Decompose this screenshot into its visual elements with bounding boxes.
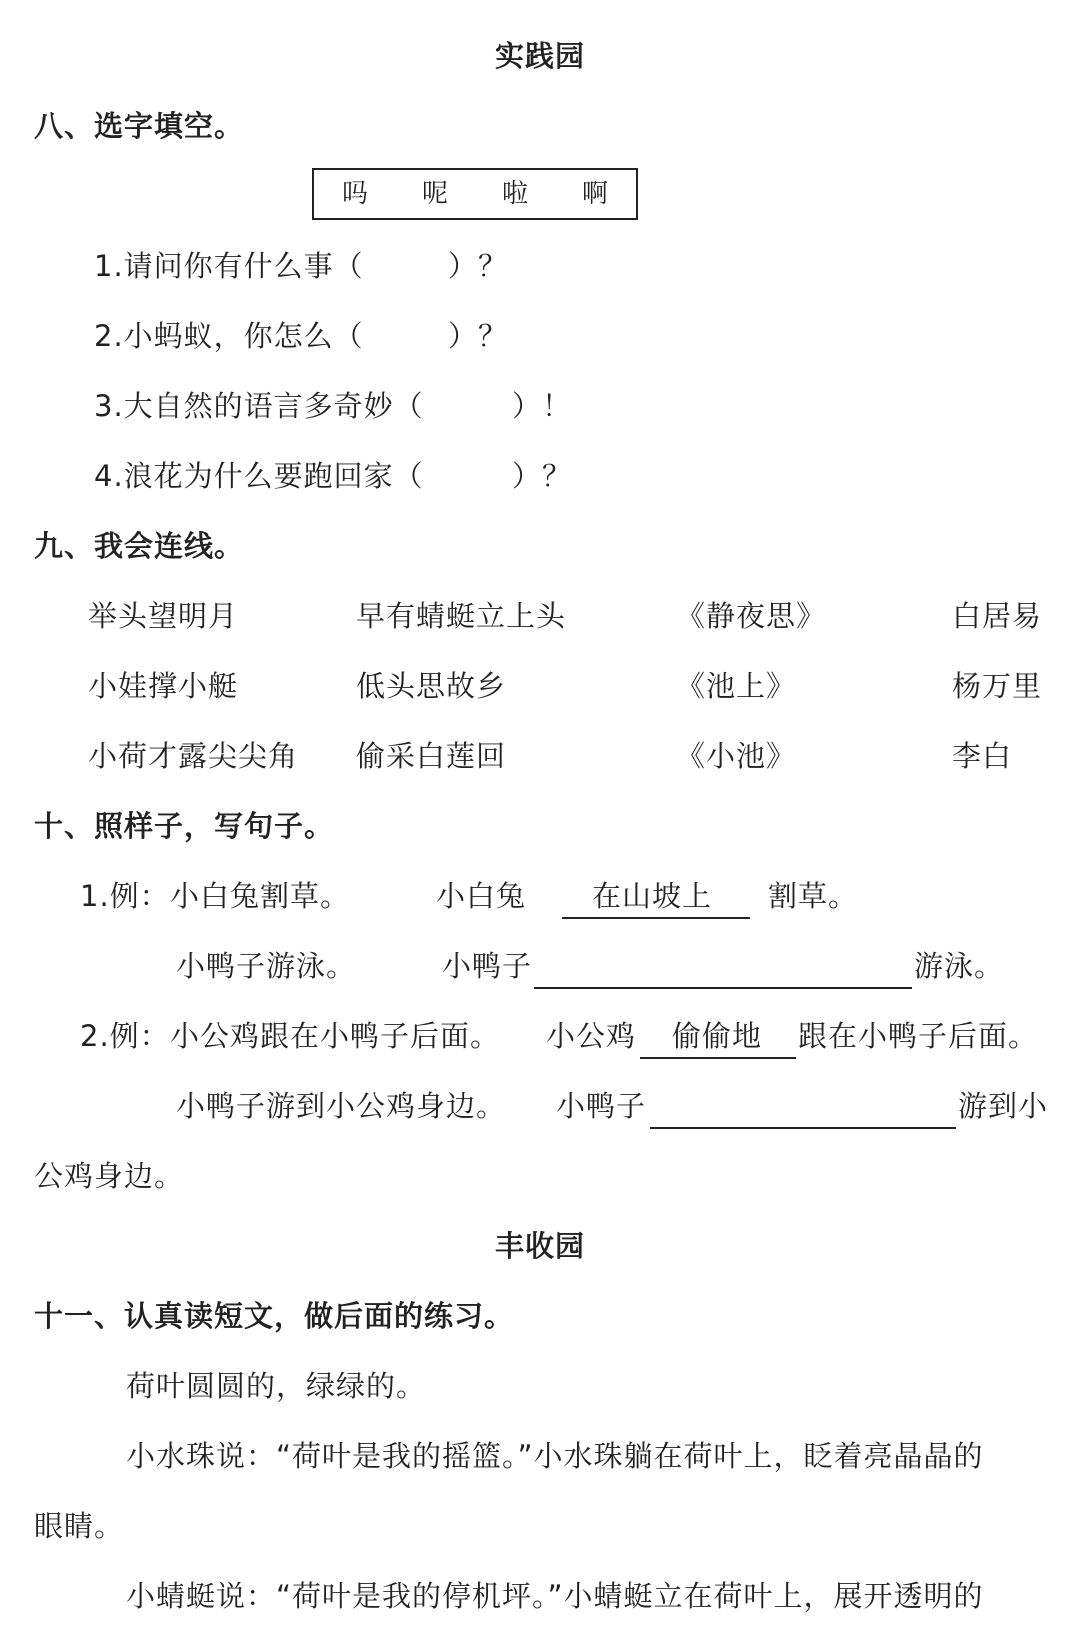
section-title-harvest: 丰收园 (494, 1229, 585, 1263)
word-option: 吗 (342, 179, 369, 209)
poem-line-second: 早有蜻蜓立上头 (356, 599, 567, 633)
example-2-underline (640, 1057, 796, 1059)
passage-paragraph-2-line-2: 眼睛。 (34, 1509, 125, 1543)
task-2-subject: 小鸭子 (556, 1089, 647, 1123)
poem-line-first: 小娃撑小艇 (88, 669, 239, 703)
question-9-heading: 九、我会连线。 (34, 529, 245, 563)
example-2-label: 2.例： (80, 1019, 170, 1053)
poem-title: 《池上》 (676, 669, 797, 703)
example-2-subject: 小公鸡 (546, 1019, 637, 1053)
word-choice-box (312, 168, 638, 220)
passage-paragraph-2-line-1: 小水珠说：“荷叶是我的摇篮。”小水珠躺在荷叶上，眨着亮晶晶的 (126, 1439, 984, 1473)
question-8-item-4: 4.浪花为什么要跑回家（ (94, 459, 424, 493)
example-1-tail: 割草。 (768, 879, 859, 913)
word-option: 啦 (502, 179, 529, 209)
question-11-heading: 十一、认真读短文，做后面的练习。 (34, 1299, 515, 1333)
task-2-answer-blank[interactable] (650, 1127, 956, 1129)
passage-paragraph-3-line-1: 小蜻蜓说：“荷叶是我的停机坪。”小蜻蜓立在荷叶上，展开透明的 (126, 1579, 984, 1613)
example-2-sentence: 小公鸡跟在小鸭子后面。 (170, 1019, 501, 1053)
example-1-fill: 在山坡上 (592, 879, 713, 913)
question-8-item-4-end: ）？ (512, 459, 573, 493)
question-8-item-3-end: ）！ (512, 389, 573, 423)
task-2-tail: 游到小 (958, 1089, 1049, 1123)
passage-paragraph-1: 荷叶圆圆的，绿绿的。 (126, 1369, 427, 1403)
question-8-item-1: 1.请问你有什么事（ (94, 249, 364, 283)
poem-author: 李白 (952, 739, 1013, 773)
task-2-sentence: 小鸭子游到小公鸡身边。 (176, 1089, 507, 1123)
question-8-item-2-end: ）？ (448, 319, 509, 353)
poem-author: 杨万里 (952, 669, 1043, 703)
example-1-sentence: 小白兔割草。 (170, 879, 351, 913)
poem-line-second: 低头思故乡 (356, 669, 507, 703)
poem-line-first: 举头望明月 (88, 599, 239, 633)
task-1-answer-blank[interactable] (534, 987, 912, 989)
question-8-heading: 八、选字填空。 (34, 109, 245, 143)
example-1-label: 1.例： (80, 879, 170, 913)
poem-author: 白居易 (952, 599, 1043, 633)
task-1-sentence: 小鸭子游泳。 (176, 949, 357, 983)
task-2-tail-wrap: 公鸡身边。 (34, 1159, 185, 1193)
task-1-tail: 游泳。 (914, 949, 1005, 983)
question-8-item-1-end: ）？ (448, 249, 509, 283)
section-title-practice: 实践园 (494, 39, 585, 73)
poem-line-second: 偷采白莲回 (356, 739, 507, 773)
task-1-subject: 小鸭子 (442, 949, 533, 983)
example-2-tail: 跟在小鸭子后面。 (798, 1019, 1039, 1053)
word-option: 啊 (582, 179, 609, 209)
word-option: 呢 (422, 179, 449, 209)
question-8-item-3: 3.大自然的语言多奇妙（ (94, 389, 424, 423)
poem-line-first: 小荷才露尖尖角 (88, 739, 299, 773)
example-1-underline (562, 917, 750, 919)
poem-title: 《静夜思》 (676, 599, 827, 633)
question-10-heading: 十、照样子，写句子。 (34, 809, 335, 843)
question-8-item-2: 2.小蚂蚁，你怎么（ (94, 319, 364, 353)
example-2-fill: 偷偷地 (672, 1019, 763, 1053)
poem-title: 《小池》 (676, 739, 797, 773)
example-1-subject: 小白兔 (436, 879, 527, 913)
